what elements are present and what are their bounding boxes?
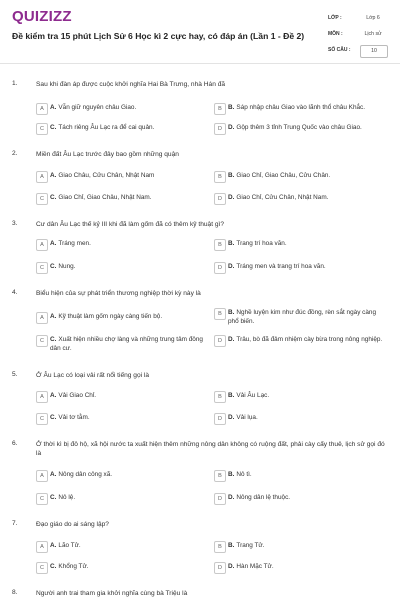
option-text: Hàn Mặc Tử. <box>236 563 274 570</box>
option-letter: A. <box>50 392 57 399</box>
option-b[interactable] <box>214 392 384 401</box>
meta-subject-label: MÔN : <box>328 31 343 37</box>
meta-panel <box>326 13 388 61</box>
option-text: Giao Chỉ, Giao Châu, Nhật Nam. <box>58 194 152 201</box>
page-title: Đề kiểm tra 15 phút Lịch Sử 6 Học kì 2 cực hay, có đáp án (Lần 1 - Đề 2) <box>12 31 305 41</box>
option-letter: D. <box>228 563 235 570</box>
meta-subject <box>326 29 388 43</box>
option-c[interactable] <box>36 494 206 503</box>
option-text: Nung. <box>58 263 76 270</box>
option-badge: A <box>36 239 48 251</box>
option-letter: A. <box>50 240 57 247</box>
option-b[interactable] <box>214 172 384 181</box>
option-letter: A. <box>50 471 57 478</box>
option-letter: B. <box>228 104 235 111</box>
option-c[interactable] <box>36 263 206 272</box>
question-text: Miền đất Âu Lạc trước đây bao gồm những quận <box>36 151 179 158</box>
option-text: Gộp thêm 3 tỉnh Trung Quốc vào châu Giao. <box>236 124 362 131</box>
option-badge: B <box>214 541 226 553</box>
option-letter: D. <box>228 194 235 201</box>
option-d[interactable] <box>214 124 384 133</box>
option-letter: D. <box>228 263 235 270</box>
option-d[interactable] <box>214 263 384 272</box>
question-text: Đạo giáo do ai sáng lập? <box>36 521 109 528</box>
option-d[interactable] <box>214 194 384 203</box>
option-badge: A <box>36 171 48 183</box>
meta-class-value: Lớp 6 <box>366 15 380 21</box>
option-letter: D. <box>228 494 235 501</box>
question-number: 8. <box>12 589 18 596</box>
option-text: Trang trí hoa văn. <box>236 240 287 247</box>
option-c[interactable] <box>36 194 206 203</box>
question-number: 2. <box>12 150 18 157</box>
option-text: Vẫn giữ nguyên châu Giao. <box>58 104 137 111</box>
option-d[interactable] <box>214 336 384 345</box>
option-a[interactable] <box>36 104 206 113</box>
quizizz-logo: QUIZIZZ <box>12 8 72 25</box>
option-b[interactable] <box>214 471 384 480</box>
option-text: Sáp nhập châu Giao vào lãnh thổ châu Khắc. <box>236 104 366 111</box>
option-letter: B. <box>228 471 235 478</box>
meta-count <box>326 45 388 59</box>
question-text: Biểu hiện của sự phát triển thương nghiệp thời kỳ này là <box>36 290 201 297</box>
option-letter: A. <box>50 542 57 549</box>
option-badge: C <box>36 493 48 505</box>
question-number: 4. <box>12 289 18 296</box>
option-badge: D <box>214 262 226 274</box>
question-text: Cư dân Âu Lạc thế kỷ III khi đã làm gốm đã có thêm kỹ thuật gì? <box>36 221 225 228</box>
option-letter: A. <box>50 172 57 179</box>
option-letter: C. <box>50 263 57 270</box>
option-badge: B <box>214 171 226 183</box>
option-badge: C <box>36 413 48 425</box>
option-text: Tách riêng Âu Lạc ra để cai quản. <box>58 124 155 131</box>
option-text: Trang Tử. <box>236 542 265 549</box>
option-letter: B. <box>228 172 235 179</box>
meta-class <box>326 13 388 27</box>
option-c[interactable] <box>36 563 206 572</box>
option-c[interactable] <box>36 124 206 133</box>
option-letter: D. <box>228 336 235 343</box>
option-badge: A <box>36 103 48 115</box>
question-text: Ở thời kì bị đô hộ, xã hội nước ta xuất hiện thêm những nông dân không có ruộng đất, phải cày cấy thuê, lịch sử gọi đó là <box>36 441 385 457</box>
option-letter: B. <box>228 309 235 316</box>
option-c[interactable] <box>36 414 206 423</box>
option-text: Vải Giao Chỉ. <box>58 392 97 399</box>
option-text: Vải Âu Lạc. <box>236 392 270 399</box>
option-badge: A <box>36 312 48 324</box>
option-badge: B <box>214 391 226 403</box>
option-text: Lão Tử. <box>58 542 81 549</box>
option-text: Tráng men. <box>58 240 91 247</box>
option-badge: C <box>36 262 48 274</box>
option-a[interactable] <box>36 471 206 480</box>
option-text: Khổng Tử. <box>58 563 89 570</box>
option-a[interactable] <box>36 240 206 249</box>
question-text: Người anh trai tham gia khởi nghĩa cùng bà Triệu là <box>36 590 188 597</box>
option-text: Giao Châu, Cửu Chân, Nhật Nam <box>58 172 155 179</box>
question-text: Sau khi đàn áp được cuộc khởi nghĩa Hai Bà Trưng, nhà Hán đã <box>36 81 226 88</box>
option-badge: D <box>214 493 226 505</box>
meta-count-value: 10 <box>360 45 388 58</box>
option-badge: D <box>214 413 226 425</box>
option-d[interactable] <box>214 563 384 572</box>
option-badge: A <box>36 541 48 553</box>
option-badge: A <box>36 391 48 403</box>
option-letter: B. <box>228 240 235 247</box>
option-letter: B. <box>228 392 235 399</box>
option-text: Kỹ thuật làm gốm ngày càng tiến bộ. <box>58 313 163 320</box>
option-text: Vải lụa. <box>236 414 258 421</box>
option-text: Nô tì. <box>236 471 252 478</box>
option-c[interactable] <box>36 336 206 353</box>
option-badge: A <box>36 470 48 482</box>
option-text: Trâu, bò đã đảm nhiệm cày bừa trong nông nghiệp. <box>236 336 383 343</box>
option-badge: C <box>36 123 48 135</box>
option-letter: C. <box>50 494 57 501</box>
option-text: Giao Chỉ, Giao Châu, Cửu Chân. <box>236 172 331 179</box>
option-letter: D. <box>228 124 235 131</box>
option-text: Nô lệ. <box>58 494 76 501</box>
option-b[interactable] <box>214 542 384 551</box>
option-badge: B <box>214 239 226 251</box>
question-number: 3. <box>12 220 18 227</box>
option-letter: C. <box>50 563 57 570</box>
option-a[interactable] <box>36 542 206 551</box>
option-letter: C. <box>50 194 57 201</box>
option-text: Nông dân công xã. <box>58 471 113 478</box>
option-badge: B <box>214 470 226 482</box>
option-text: Nông dân lệ thuộc. <box>236 494 291 501</box>
option-letter: C. <box>50 336 57 343</box>
option-badge: D <box>214 562 226 574</box>
option-b[interactable] <box>214 104 384 113</box>
meta-class-label: LỚP : <box>328 15 342 21</box>
option-letter: B. <box>228 542 235 549</box>
header-divider <box>0 63 400 64</box>
option-letter: A. <box>50 104 57 111</box>
option-badge: B <box>214 103 226 115</box>
option-badge: D <box>214 335 226 347</box>
option-letter: C. <box>50 414 57 421</box>
option-badge: B <box>214 308 226 320</box>
question-number: 7. <box>12 520 18 527</box>
question-number: 5. <box>12 371 18 378</box>
meta-count-label: SỐ CÂU : <box>328 47 351 53</box>
option-b[interactable] <box>214 240 384 249</box>
option-text: Tráng men và trang trí hoa văn. <box>236 263 326 270</box>
meta-subject-value: Lịch sử <box>364 31 382 37</box>
option-text: Xuất hiện nhiều chợ làng và những trung tâm đông dân cư. <box>50 336 203 352</box>
question-number: 1. <box>12 80 18 87</box>
option-badge: D <box>214 123 226 135</box>
option-badge: C <box>36 193 48 205</box>
option-text: Vải tơ tằm. <box>58 414 90 421</box>
option-d[interactable] <box>214 494 384 503</box>
option-badge: D <box>214 193 226 205</box>
option-a[interactable] <box>36 392 206 401</box>
option-text: Nghề luyện kim như đúc đồng, rèn sắt ngày càng phổ biến. <box>228 309 377 325</box>
option-letter: C. <box>50 124 57 131</box>
option-d[interactable] <box>214 414 384 423</box>
option-b[interactable] <box>214 309 384 326</box>
question-text: Ở Âu Lạc có loại vải rất nổi tiếng gọi là <box>36 372 150 379</box>
option-badge: C <box>36 335 48 347</box>
option-a[interactable] <box>36 172 206 181</box>
option-text: Giao Chỉ, Cửu Chân, Nhật Nam. <box>236 194 329 201</box>
option-badge: C <box>36 562 48 574</box>
question-number: 6. <box>12 440 18 447</box>
option-letter: D. <box>228 414 235 421</box>
option-a[interactable] <box>36 313 206 322</box>
option-letter: A. <box>50 313 57 320</box>
